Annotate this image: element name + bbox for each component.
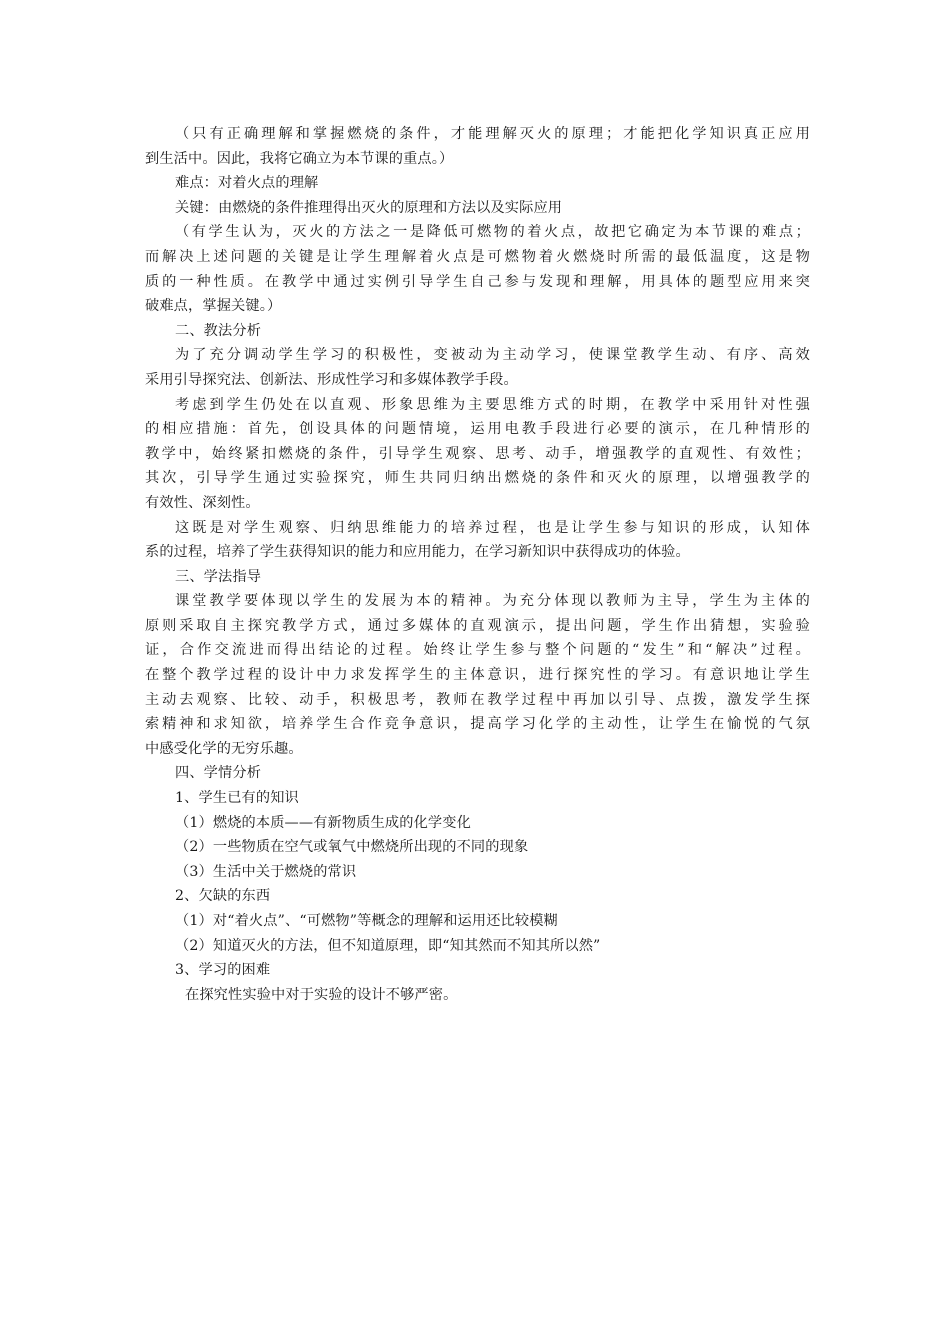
text-line: 有效性、深刻性。 xyxy=(145,494,260,511)
text-line: 采用引导探究法、创新法、形成性学习和多媒体教学手段。 xyxy=(145,371,518,388)
text-line: 中感受化学的无穷乐趣。 xyxy=(145,740,303,757)
text-line: 其次，引导学生通过实验探究，师生共同归纳出燃烧的条件和灭火的原理，以增强教学的 xyxy=(145,470,810,487)
text-line: 三、学法指导 xyxy=(175,568,262,585)
text-line: （2）一些物质在空气或氧气中燃烧所出现的不同的现象 xyxy=(175,839,529,856)
text-line: 3、学习的困难 xyxy=(175,962,271,979)
text-line: 原则采取自主探究教学方式，通过多媒体的直观演示，提出问题，学生作出猜想，实验验 xyxy=(145,617,810,634)
text-line: 难点：对着火点的理解 xyxy=(175,175,319,192)
text-line: （有学生认为，灭火的方法之一是降低可燃物的着火点，故把它确定为本节课的难点； xyxy=(175,224,810,241)
text-line: 证，合作交流进而得出结论的过程。始终让学生参与整个问题的“发生”和“解决”过程。 xyxy=(145,642,810,659)
text-line: 教学中，始终紧扣燃烧的条件，引导学生观察、思考、动手，增强教学的直观性、有效性； xyxy=(145,445,810,462)
text-line: 考虑到学生仍处在以直观、形象思维为主要思维方式的时期，在教学中采用针对性强 xyxy=(175,396,810,413)
text-line: 的相应措施：首先，创设具体的问题情境，运用电教手段进行必要的演示，在几种情形的 xyxy=(145,421,810,438)
text-line: 课堂教学要体现以学生的发展为本的精神。为充分体现以教师为主导，学生为主体的 xyxy=(175,593,810,610)
text-line: （只有正确理解和掌握燃烧的条件，才能理解灭火的原理；才能把化学知识真正应用 xyxy=(175,126,810,142)
text-line: 在探究性实验中对于实验的设计不够严密。 xyxy=(185,986,458,1003)
text-line: 到生活中。因此，我将它确立为本节课的重点。） xyxy=(145,150,454,167)
text-line: 1、学生已有的知识 xyxy=(175,790,299,807)
text-line: 二、教法分析 xyxy=(175,322,262,339)
text-line: 这既是对学生观察、归纳思维能力的培养过程，也是让学生参与知识的形成，认知体 xyxy=(175,519,810,536)
text-line: 而解决上述问题的关键是让学生理解着火点是可燃物着火燃烧时所需的最低温度，这是物 xyxy=(145,248,810,265)
document-page xyxy=(145,122,810,1007)
text-line: 主动去观察、比较、动手，积极思考，教师在教学过程中再加以引导、点拨，激发学生探 xyxy=(145,691,810,708)
text-line: （1）燃烧的本质——有新物质生成的化学变化 xyxy=(175,814,471,831)
text-line: 质的一种性质。在教学中通过实例引导学生自己参与发现和理解，用具体的题型应用来突 xyxy=(145,273,810,290)
text-line: 为了充分调动学生学习的积极性，变被动为主动学习，使课堂教学生动、有序、高效 xyxy=(175,347,810,364)
text-line: 破难点，掌握关键。） xyxy=(145,298,282,315)
text-line: 关键：由燃烧的条件推理得出灭火的原理和方法以及实际应用 xyxy=(175,199,563,216)
text-line: 索精神和求知欲，培养学生合作竞争意识，提高学习化学的主动性，让学生在愉悦的气氛 xyxy=(145,716,810,733)
text-line: （2）知道灭火的方法，但不知道原理，即“知其然而不知其所以然” xyxy=(175,937,601,954)
text-line: （1）对“着火点”、“可燃物”等概念的理解和运用还比较模糊 xyxy=(175,913,558,929)
text-line: 2、欠缺的东西 xyxy=(175,888,271,905)
text-line: （3）生活中关于燃烧的常识 xyxy=(175,863,357,880)
text-line: 系的过程，培养了学生获得知识的能力和应用能力，在学习新知识中获得成功的体验。 xyxy=(145,544,690,561)
text-line: 在整个教学过程的设计中力求发挥学生的主体意识，进行探究性的学习。有意识地让学生 xyxy=(145,667,810,684)
text-line: 四、学情分析 xyxy=(175,765,262,782)
